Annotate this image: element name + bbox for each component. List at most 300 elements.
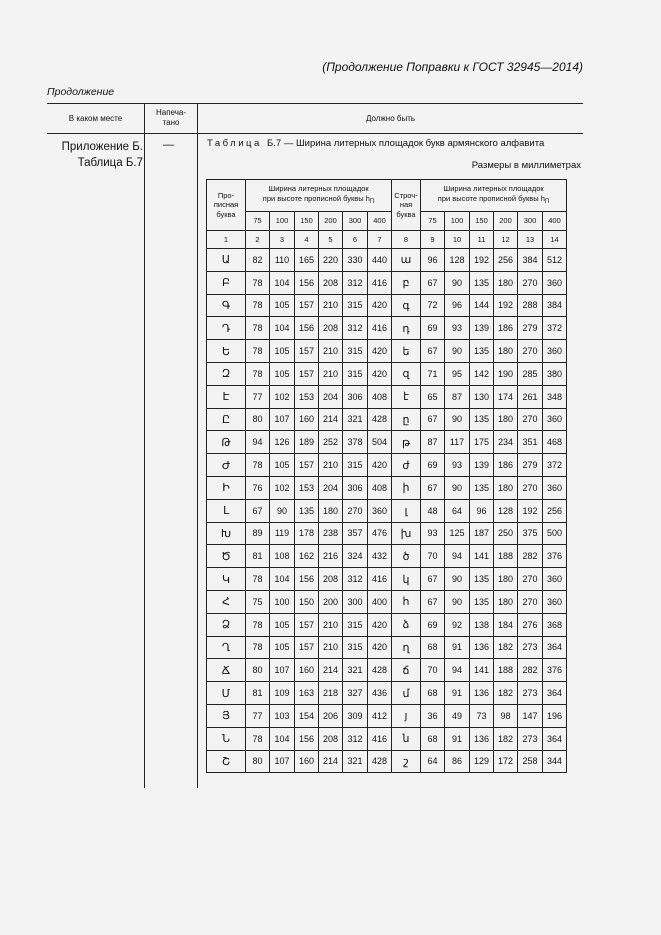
uppercase-width-cell: 300 (343, 590, 368, 613)
lowercase-width-cell: 136 (470, 682, 494, 705)
lowercase-width-cell: 141 (470, 659, 494, 682)
lowercase-width-cell: 67 (421, 271, 445, 294)
lowercase-width-cell: 95 (445, 362, 470, 385)
uppercase-letter-cell: Կ (207, 568, 246, 591)
uppercase-width-cell: 160 (295, 750, 319, 773)
uppercase-width-cell: 208 (319, 727, 343, 750)
lowercase-letter-cell: ղ (392, 636, 421, 659)
uppercase-width-cell: 78 (246, 294, 270, 317)
uppercase-letter-cell: Ա (207, 249, 246, 272)
column-number-cell: 9 (421, 231, 445, 249)
lowercase-width-cell: 65 (421, 385, 445, 408)
lowercase-letter-cell: ն (392, 727, 421, 750)
column-number-cell: 10 (445, 231, 470, 249)
lowercase-width-cell: 90 (445, 340, 470, 363)
uppercase-width-cell: 126 (270, 431, 295, 454)
uppercase-width-cell: 218 (319, 682, 343, 705)
uppercase-width-cell: 104 (270, 727, 295, 750)
uppercase-width-cell: 420 (368, 636, 392, 659)
lowercase-letter-cell: ժ (392, 454, 421, 477)
lowercase-width-cell: 360 (543, 271, 567, 294)
lowercase-width-cell: 87 (445, 385, 470, 408)
lowercase-width-cell: 368 (543, 613, 567, 636)
header-size-cell: 75 (421, 212, 445, 231)
table-row (207, 704, 567, 727)
table-row (207, 271, 567, 294)
lowercase-letter-cell: բ (392, 271, 421, 294)
lowercase-width-cell: 180 (494, 340, 518, 363)
uppercase-width-cell: 89 (246, 522, 270, 545)
lowercase-width-cell: 64 (421, 750, 445, 773)
lowercase-width-cell: 180 (494, 476, 518, 499)
uppercase-width-cell: 208 (319, 317, 343, 340)
uppercase-width-cell: 156 (295, 271, 319, 294)
header-sizes-row (207, 212, 567, 231)
uppercase-width-cell: 476 (368, 522, 392, 545)
uppercase-width-cell: 315 (343, 454, 368, 477)
uppercase-letter-cell: Ճ (207, 659, 246, 682)
lowercase-width-cell: 135 (470, 568, 494, 591)
uppercase-width-cell: 204 (319, 385, 343, 408)
header-lowercase-letter: Строч- ная буква (392, 180, 421, 231)
lowercase-width-cell: 348 (543, 385, 567, 408)
column-number-cell: 2 (246, 231, 270, 249)
lowercase-letter-cell: կ (392, 568, 421, 591)
lowercase-width-cell: 98 (494, 704, 518, 727)
uppercase-width-cell: 77 (246, 385, 270, 408)
lowercase-width-cell: 282 (518, 659, 543, 682)
lowercase-width-cell: 182 (494, 682, 518, 705)
lowercase-width-cell: 94 (445, 545, 470, 568)
uppercase-width-cell: 420 (368, 294, 392, 317)
uppercase-width-cell: 327 (343, 682, 368, 705)
lowercase-width-cell: 192 (470, 249, 494, 272)
column-number-cell: 12 (494, 231, 518, 249)
lowercase-letter-cell: դ (392, 317, 421, 340)
lowercase-width-cell: 186 (494, 317, 518, 340)
uppercase-width-cell: 315 (343, 362, 368, 385)
lowercase-width-cell: 69 (421, 317, 445, 340)
table-row (207, 545, 567, 568)
lowercase-width-cell: 180 (494, 590, 518, 613)
uppercase-width-cell: 160 (295, 659, 319, 682)
header-size-cell: 300 (343, 212, 368, 231)
lowercase-width-cell: 175 (470, 431, 494, 454)
lowercase-width-cell: 135 (470, 476, 494, 499)
header-size-cell: 400 (543, 212, 567, 231)
uppercase-width-cell: 208 (319, 271, 343, 294)
header-size-cell: 75 (246, 212, 270, 231)
uppercase-width-cell: 81 (246, 682, 270, 705)
uppercase-width-cell: 75 (246, 590, 270, 613)
header-size-cell: 100 (270, 212, 295, 231)
uppercase-width-cell: 78 (246, 340, 270, 363)
uppercase-width-cell: 105 (270, 613, 295, 636)
lowercase-width-cell: 68 (421, 727, 445, 750)
lowercase-width-cell: 384 (518, 249, 543, 272)
lowercase-width-cell: 376 (543, 545, 567, 568)
lowercase-width-cell: 128 (445, 249, 470, 272)
uppercase-width-cell: 78 (246, 727, 270, 750)
lowercase-letter-cell: ծ (392, 545, 421, 568)
lowercase-width-cell: 276 (518, 613, 543, 636)
lowercase-width-cell: 376 (543, 659, 567, 682)
uppercase-width-cell: 110 (270, 249, 295, 272)
uppercase-width-cell: 163 (295, 682, 319, 705)
header-uppercase-widths (246, 180, 392, 212)
uppercase-width-cell: 157 (295, 454, 319, 477)
uppercase-width-cell: 77 (246, 704, 270, 727)
uppercase-width-cell: 78 (246, 568, 270, 591)
uppercase-width-cell: 90 (270, 499, 295, 522)
lowercase-width-cell: 190 (494, 362, 518, 385)
uppercase-width-cell: 315 (343, 636, 368, 659)
uppercase-width-cell: 210 (319, 454, 343, 477)
lowercase-width-cell: 188 (494, 545, 518, 568)
table-caption-prefix: Таблица (207, 138, 262, 149)
uppercase-width-cell: 204 (319, 476, 343, 499)
lowercase-letter-cell: թ (392, 431, 421, 454)
lowercase-letter-cell: գ (392, 294, 421, 317)
lowercase-letter-cell: շ (392, 750, 421, 773)
column-number-cell: 14 (543, 231, 567, 249)
uppercase-width-cell: 360 (368, 499, 392, 522)
table-row (207, 294, 567, 317)
lowercase-width-cell: 380 (543, 362, 567, 385)
uppercase-width-cell: 78 (246, 317, 270, 340)
uppercase-width-cell: 428 (368, 408, 392, 431)
lowercase-width-cell: 372 (543, 317, 567, 340)
uppercase-width-cell: 440 (368, 249, 392, 272)
uppercase-width-cell: 162 (295, 545, 319, 568)
uppercase-width-cell: 408 (368, 385, 392, 408)
table-row (207, 750, 567, 773)
uppercase-width-cell: 78 (246, 636, 270, 659)
uppercase-width-cell: 105 (270, 294, 295, 317)
uppercase-width-cell: 157 (295, 362, 319, 385)
uppercase-width-cell: 214 (319, 750, 343, 773)
lowercase-width-cell: 36 (421, 704, 445, 727)
lowercase-width-cell: 93 (445, 317, 470, 340)
header-lowercase-widths-text: Ширина литерных площадок при высоте прописной буквы h (437, 184, 545, 203)
uppercase-width-cell: 270 (343, 499, 368, 522)
lowercase-width-cell: 250 (494, 522, 518, 545)
lowercase-width-cell: 468 (543, 431, 567, 454)
lowercase-width-cell: 273 (518, 727, 543, 750)
lowercase-width-cell: 139 (470, 454, 494, 477)
table-row (207, 590, 567, 613)
column-number-cell: 6 (343, 231, 368, 249)
uppercase-letter-cell: Ն (207, 727, 246, 750)
uppercase-width-cell: 156 (295, 317, 319, 340)
lowercase-letter-cell: լ (392, 499, 421, 522)
column-number-cell: 5 (319, 231, 343, 249)
table-row (207, 522, 567, 545)
uppercase-width-cell: 102 (270, 385, 295, 408)
lowercase-width-cell: 67 (421, 476, 445, 499)
table-row (207, 499, 567, 522)
uppercase-width-cell: 104 (270, 568, 295, 591)
lowercase-width-cell: 273 (518, 636, 543, 659)
continuation-label: Продолжение (47, 86, 115, 98)
lowercase-width-cell: 279 (518, 317, 543, 340)
uppercase-width-cell: 220 (319, 249, 343, 272)
uppercase-width-cell: 156 (295, 727, 319, 750)
uppercase-width-cell: 153 (295, 476, 319, 499)
table-row (207, 431, 567, 454)
lowercase-width-cell: 182 (494, 727, 518, 750)
uppercase-letter-cell: Ձ (207, 613, 246, 636)
letter-width-table (206, 179, 567, 773)
printed-dash: — (163, 139, 174, 151)
lowercase-width-cell: 270 (518, 476, 543, 499)
uppercase-width-cell: 309 (343, 704, 368, 727)
lowercase-width-cell: 192 (518, 499, 543, 522)
lowercase-width-cell: 147 (518, 704, 543, 727)
header-size-cell: 400 (368, 212, 392, 231)
lowercase-letter-cell: է (392, 385, 421, 408)
table-row (207, 659, 567, 682)
uppercase-width-cell: 208 (319, 568, 343, 591)
uppercase-width-cell: 80 (246, 408, 270, 431)
uppercase-width-cell: 315 (343, 294, 368, 317)
uppercase-width-cell: 312 (343, 727, 368, 750)
lowercase-width-cell: 261 (518, 385, 543, 408)
uppercase-letter-cell: Թ (207, 431, 246, 454)
uppercase-width-cell: 206 (319, 704, 343, 727)
lowercase-width-cell: 67 (421, 590, 445, 613)
lowercase-width-cell: 93 (421, 522, 445, 545)
table-row (207, 682, 567, 705)
lowercase-width-cell: 141 (470, 545, 494, 568)
table-row (207, 476, 567, 499)
lowercase-letter-cell: ե (392, 340, 421, 363)
uppercase-width-cell: 428 (368, 750, 392, 773)
uppercase-width-cell: 189 (295, 431, 319, 454)
outer-top-rule (47, 103, 583, 104)
lowercase-width-cell: 135 (470, 590, 494, 613)
uppercase-letter-cell: Խ (207, 522, 246, 545)
header-size-cell: 200 (319, 212, 343, 231)
uppercase-width-cell: 105 (270, 362, 295, 385)
uppercase-width-cell: 104 (270, 271, 295, 294)
uppercase-width-cell: 432 (368, 545, 392, 568)
location-text: Приложение Б. Таблица Б.7 (61, 141, 143, 169)
uppercase-letter-cell: Ը (207, 408, 246, 431)
table-row (207, 568, 567, 591)
header-uppercase-letter: Про- писная буква (207, 180, 246, 231)
table-row (207, 613, 567, 636)
lowercase-width-cell: 256 (543, 499, 567, 522)
lowercase-width-cell: 270 (518, 408, 543, 431)
lowercase-width-cell: 256 (494, 249, 518, 272)
uppercase-letter-cell: Ե (207, 340, 246, 363)
uppercase-letter-cell: Ժ (207, 454, 246, 477)
uppercase-letter-cell: Է (207, 385, 246, 408)
lowercase-width-cell: 93 (445, 454, 470, 477)
lowercase-width-cell: 360 (543, 476, 567, 499)
uppercase-width-cell: 420 (368, 454, 392, 477)
uppercase-width-cell: 252 (319, 431, 343, 454)
uppercase-width-cell: 504 (368, 431, 392, 454)
uppercase-width-cell: 416 (368, 317, 392, 340)
lowercase-width-cell: 48 (421, 499, 445, 522)
lowercase-width-cell: 68 (421, 682, 445, 705)
uppercase-width-cell: 436 (368, 682, 392, 705)
lowercase-width-cell: 69 (421, 454, 445, 477)
lowercase-width-cell: 188 (494, 659, 518, 682)
uppercase-width-cell: 210 (319, 294, 343, 317)
uppercase-letter-cell: Մ (207, 682, 246, 705)
uppercase-width-cell: 108 (270, 545, 295, 568)
lowercase-width-cell: 344 (543, 750, 567, 773)
uppercase-width-cell: 400 (368, 590, 392, 613)
lowercase-width-cell: 142 (470, 362, 494, 385)
uppercase-width-cell: 100 (270, 590, 295, 613)
lowercase-width-cell: 364 (543, 727, 567, 750)
lowercase-width-cell: 500 (543, 522, 567, 545)
lowercase-width-cell: 364 (543, 682, 567, 705)
header-lowercase-widths-subscript: П (544, 198, 550, 205)
lowercase-width-cell: 186 (494, 454, 518, 477)
lowercase-width-cell: 69 (421, 613, 445, 636)
table-row (207, 317, 567, 340)
uppercase-width-cell: 107 (270, 659, 295, 682)
lowercase-width-cell: 90 (445, 408, 470, 431)
lowercase-width-cell: 125 (445, 522, 470, 545)
lowercase-width-cell: 128 (494, 499, 518, 522)
uppercase-width-cell: 105 (270, 636, 295, 659)
uppercase-letter-cell: Դ (207, 317, 246, 340)
lowercase-width-cell: 192 (494, 294, 518, 317)
lowercase-width-cell: 64 (445, 499, 470, 522)
page-header: (Продолжение Поправки к ГОСТ 32945—2014) (322, 60, 583, 74)
uppercase-width-cell: 200 (319, 590, 343, 613)
lowercase-width-cell: 96 (470, 499, 494, 522)
lowercase-letter-cell: զ (392, 362, 421, 385)
lowercase-width-cell: 129 (470, 750, 494, 773)
column-number-cell: 13 (518, 231, 543, 249)
table-row (207, 454, 567, 477)
column-number-cell: 3 (270, 231, 295, 249)
uppercase-width-cell: 315 (343, 613, 368, 636)
lowercase-width-cell: 135 (470, 408, 494, 431)
column-number-cell: 8 (392, 231, 421, 249)
lowercase-width-cell: 138 (470, 613, 494, 636)
column-number-cell: 4 (295, 231, 319, 249)
uppercase-letter-cell: Հ (207, 590, 246, 613)
uppercase-width-cell: 157 (295, 636, 319, 659)
uppercase-width-cell: 78 (246, 362, 270, 385)
uppercase-width-cell: 94 (246, 431, 270, 454)
lowercase-width-cell: 68 (421, 636, 445, 659)
column-number-cell: 11 (470, 231, 494, 249)
lowercase-width-cell: 196 (543, 704, 567, 727)
uppercase-width-cell: 210 (319, 362, 343, 385)
table-row (207, 408, 567, 431)
lowercase-width-cell: 270 (518, 568, 543, 591)
uppercase-letter-cell: Ղ (207, 636, 246, 659)
lowercase-width-cell: 288 (518, 294, 543, 317)
lowercase-width-cell: 375 (518, 522, 543, 545)
lowercase-width-cell: 87 (421, 431, 445, 454)
uppercase-width-cell: 416 (368, 271, 392, 294)
uppercase-width-cell: 408 (368, 476, 392, 499)
uppercase-width-cell: 105 (270, 340, 295, 363)
column-header-printed: Напеча- тано (155, 108, 187, 127)
uppercase-width-cell: 150 (295, 590, 319, 613)
uppercase-width-cell: 107 (270, 408, 295, 431)
uppercase-width-cell: 119 (270, 522, 295, 545)
column-number-cell: 7 (368, 231, 392, 249)
uppercase-width-cell: 412 (368, 704, 392, 727)
lowercase-width-cell: 136 (470, 636, 494, 659)
uppercase-width-cell: 210 (319, 613, 343, 636)
lowercase-width-cell: 384 (543, 294, 567, 317)
lowercase-letter-cell: հ (392, 590, 421, 613)
uppercase-width-cell: 154 (295, 704, 319, 727)
lowercase-width-cell: 180 (494, 408, 518, 431)
lowercase-letter-cell: ը (392, 408, 421, 431)
uppercase-width-cell: 420 (368, 613, 392, 636)
uppercase-width-cell: 157 (295, 340, 319, 363)
uppercase-width-cell: 306 (343, 476, 368, 499)
header-size-cell: 150 (295, 212, 319, 231)
lowercase-width-cell: 71 (421, 362, 445, 385)
lowercase-width-cell: 182 (494, 636, 518, 659)
uppercase-width-cell: 78 (246, 613, 270, 636)
header-size-cell: 200 (494, 212, 518, 231)
uppercase-width-cell: 324 (343, 545, 368, 568)
lowercase-width-cell: 135 (470, 340, 494, 363)
uppercase-width-cell: 82 (246, 249, 270, 272)
lowercase-width-cell: 136 (470, 727, 494, 750)
uppercase-width-cell: 378 (343, 431, 368, 454)
lowercase-width-cell: 184 (494, 613, 518, 636)
uppercase-letter-cell: Զ (207, 362, 246, 385)
lowercase-width-cell: 512 (543, 249, 567, 272)
table-caption (207, 138, 544, 149)
uppercase-width-cell: 321 (343, 750, 368, 773)
uppercase-width-cell: 107 (270, 750, 295, 773)
table-row (207, 385, 567, 408)
lowercase-width-cell: 49 (445, 704, 470, 727)
uppercase-width-cell: 80 (246, 659, 270, 682)
lowercase-width-cell: 282 (518, 545, 543, 568)
lowercase-width-cell: 96 (421, 249, 445, 272)
uppercase-width-cell: 357 (343, 522, 368, 545)
table-row (207, 727, 567, 750)
uppercase-width-cell: 78 (246, 271, 270, 294)
uppercase-width-cell: 420 (368, 340, 392, 363)
lowercase-width-cell: 91 (445, 682, 470, 705)
lowercase-width-cell: 360 (543, 408, 567, 431)
uppercase-width-cell: 109 (270, 682, 295, 705)
lowercase-width-cell: 67 (421, 340, 445, 363)
uppercase-letter-cell: Շ (207, 750, 246, 773)
uppercase-width-cell: 238 (319, 522, 343, 545)
lowercase-width-cell: 72 (421, 294, 445, 317)
uppercase-width-cell: 178 (295, 522, 319, 545)
uppercase-letter-cell: Յ (207, 704, 246, 727)
uppercase-width-cell: 312 (343, 317, 368, 340)
lowercase-width-cell: 364 (543, 636, 567, 659)
uppercase-width-cell: 420 (368, 362, 392, 385)
uppercase-width-cell: 210 (319, 340, 343, 363)
header-bottom-rule (47, 133, 583, 134)
uppercase-width-cell: 67 (246, 499, 270, 522)
lowercase-width-cell: 73 (470, 704, 494, 727)
